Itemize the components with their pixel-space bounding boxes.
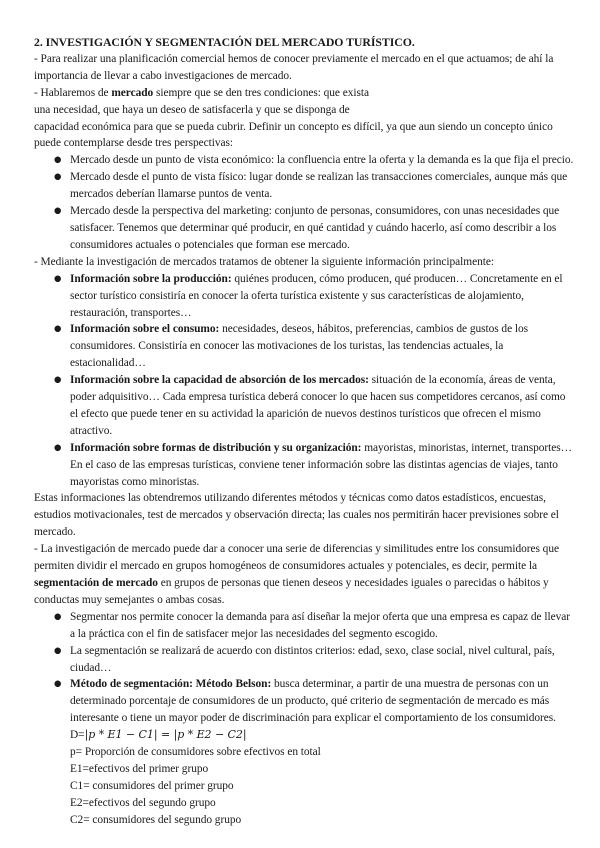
info-item-production <box>34 271 574 322</box>
belson-method-heading: Método de segmentación: Método Belson: <box>70 678 272 691</box>
market-definition-rest: capacidad económica para que se pueda cubrir. Definir un concepto es difícil, ya que aun siendo un concepto único puede contemplarse desde tres perspectivas: <box>34 120 553 150</box>
info-item-text: quiénes producen, cómo producen, qué producen… Concretamente en el sector turístico consistiría en conocer la oferta turística existente y sus características de alojamiento, restauración, transportes… <box>70 272 563 319</box>
market-definition-line2: una necesidad, que haya un deseo de satisfacerla y que se disponga de <box>34 103 350 116</box>
methods-paragraph: Estas informaciones las obtendremos utilizando diferentes métodos y técnicas como datos estadísticos, encuestas, estudios motivacionales, test de mercados y observación directa; las cuales nos permitirán hacer previsiones sobre el mercado. <box>34 492 559 539</box>
segmentation-post: en grupos de personas que tienen deseos y necesidades iguales o parecidas o hábitos y conductas muy semejantes o ambas cosas. <box>34 577 549 606</box>
info-item-heading: Información sobre formas de distribución y su organización: <box>70 441 362 454</box>
segmentation-paragraph <box>34 541 574 609</box>
market-definition-line1: siempre que se den tres condiciones: que exista <box>153 86 370 99</box>
info-item-text: situación de la economía, áreas de venta, poder adquisitivo… Cada empresa turística deberá conocer lo que hacen sus competidores cercanos, así como el efecto que puede tener en su actividad la aparición de nuevos destinos turísticos que ofrecen el mismo atractivo. <box>70 374 566 437</box>
formula-definitions <box>34 744 574 829</box>
intro-paragraph: - Para realizar una planificación comercial hemos de conocer previamente el mercado en el que actuamos; de ahí la importancia de llevar a cabo investigaciones de mercado. <box>34 52 554 82</box>
formula-lhs: D= <box>70 729 85 742</box>
definition-line: E1=efectivos del primer grupo <box>70 762 209 775</box>
definition-line: C1= consumidores del primer grupo <box>70 779 234 792</box>
perspective-item: ● Mercado desde el punto de vista físico: lugar donde se realizan las transacciones comerciales, aunque más que mercados deberían llamarse puntos de venta. <box>34 169 574 203</box>
segmentation-item: ● Segmentar nos permite conocer la demanda para así diseñar la mejor oferta que una empresa es capaz de llevar a la práctica con el fin de satisfacer mejor las necesidades del segmento escogido. <box>34 609 574 643</box>
info-item-heading: Información sobre la producción: <box>70 272 232 285</box>
market-definition-pre: - Hablaremos de <box>34 86 112 99</box>
info-item-consumption <box>34 321 574 372</box>
info-item-heading: Información sobre el consumo: <box>70 323 220 336</box>
segmentation-item: ● La segmentación se realizará de acuerdo con distintos criterios: edad, sexo, clase social, nivel cultural, país, ciudad… <box>34 643 574 677</box>
section-title: 2. INVESTIGACIÓN Y SEGMENTACIÓN DEL MERCADO TURÍSTICO. <box>34 35 415 49</box>
definition-line: C2= consumidores del segundo grupo <box>70 813 242 826</box>
info-item-text: necesidades, deseos, hábitos, preferencias, cambios de gustos de los consumidores. Consistiría en conocer las motivaciones de los turistas, las tendencias actuales, la estacionalidad… <box>70 323 529 370</box>
belson-method-item <box>34 676 574 727</box>
perspective-item: ● Mercado desde un punto de vista económico: la confluencia entre la oferta y la demanda es la que fija el precio. <box>34 152 574 169</box>
market-term: mercado <box>111 86 154 99</box>
belson-formula <box>34 727 574 744</box>
info-item-heading: Información sobre la capacidad de absorción de los mercados: <box>70 374 369 387</box>
document-page <box>34 34 574 829</box>
belson-method-text: busca determinar, a partir de una muestra de personas con un determinado porcentaje de consumidores de un producto, qué criterio de segmentación de mercado es más interesante o tiene un mayor poder de discriminación para explicar el comportamiento de los consumidores. <box>70 678 556 725</box>
info-item-text: mayoristas, minoristas, internet, transportes… En el caso de las empresas turísticas, conviene tener información sobre las distintas agencias de viajes, tanto mayoristas como minoristas. <box>70 441 572 488</box>
info-item-distribution <box>34 440 574 491</box>
segmentation-term: segmentación de mercado <box>34 577 158 589</box>
definition-line: p= Proporción de consumidores sobre efectivos en total <box>70 746 321 759</box>
definition-line: E2=efectivos del segundo grupo <box>70 796 216 809</box>
formula-expression: |p * E1 − C1| = |p * E2 − C2| <box>84 728 247 742</box>
research-intro-paragraph: - Mediante la investigación de mercados tratamos de obtener la siguiente información principalmente: <box>34 255 494 268</box>
perspective-item: ● Mercado desde la perspectiva del marketing: conjunto de personas, consumidores, con unas necesidades que satisfacer. Tenemos que determinar qué producir, en qué cantidad y cuándo hacerlo, así como describir a los consumidores actuales o potenciales que forman ese mercado. <box>34 203 574 254</box>
segmentation-pre: - La investigación de mercado puede dar a conocer una serie de diferencias y similitudes entre los consumidores que permiten dividir el mercado en grupos homogéneos de consumidores actuales y potenciales, es decir, permite la <box>34 543 559 573</box>
market-definition-paragraph <box>34 85 574 153</box>
info-item-absorption <box>34 372 574 440</box>
